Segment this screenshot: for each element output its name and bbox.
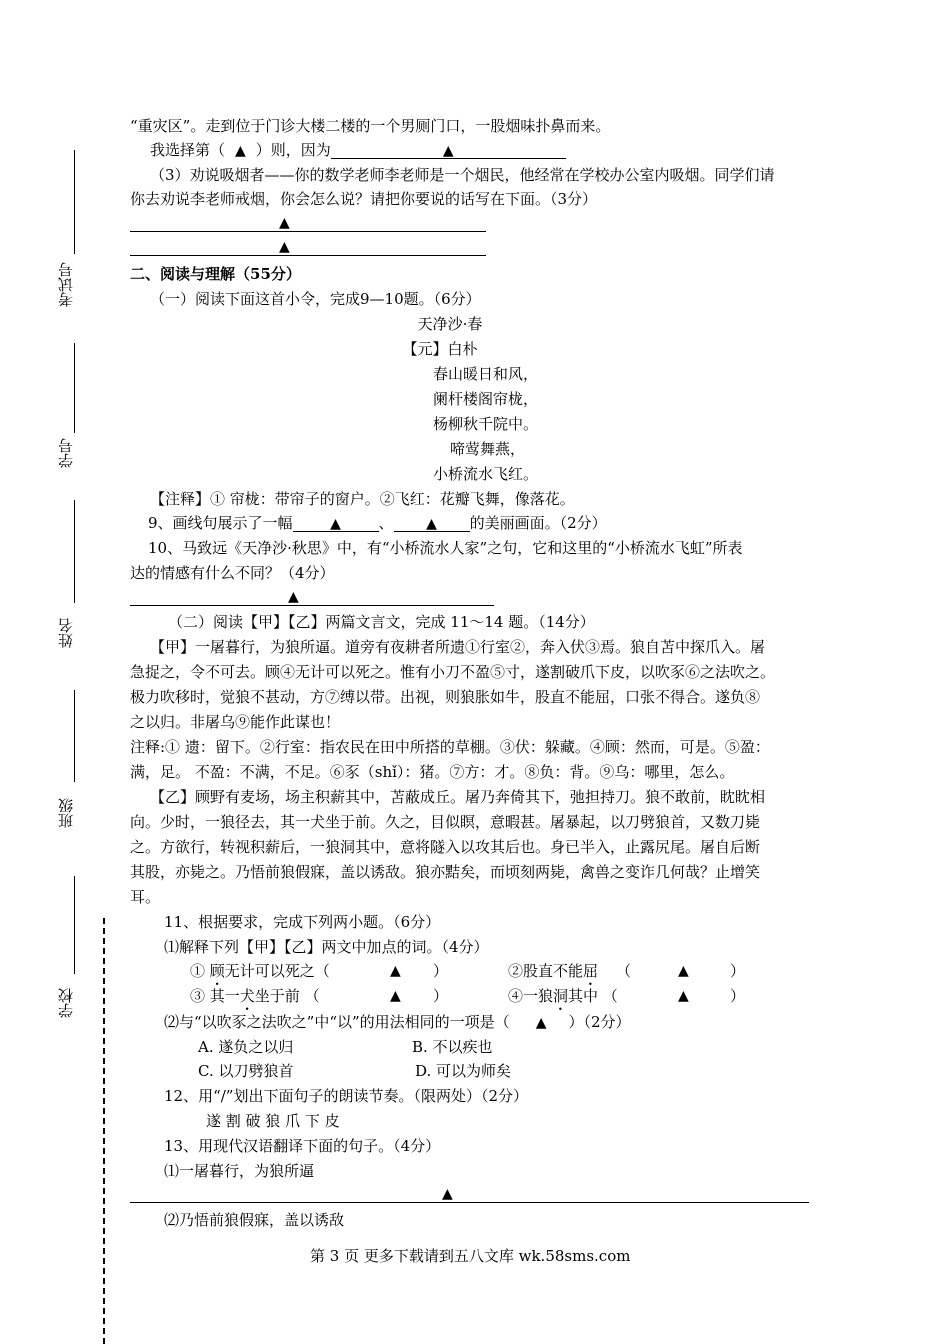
- blank-marker: ▲: [442, 1186, 453, 1202]
- label-student-number: 学号: [57, 438, 75, 468]
- text-line: “重灾区”。走到位于门诊大楼二楼的一个男厕门口，一股烟味扑鼻而来。: [130, 117, 611, 135]
- passage-line: 【乙】顾野有麦场，场主积薪其中，苫蔽成丘。屠乃奔倚其下，弛担持刀。狼不敢前，眈眈相: [150, 788, 766, 806]
- part-intro: （二）阅读【甲】【乙】两篇文言文，完成 11～14 题。（14分）: [168, 613, 595, 631]
- poem-line: 杨柳秋千院中。: [433, 415, 539, 433]
- poem-line: 小桥流水飞红。: [433, 465, 539, 483]
- passage-line: 之以归。非屠乌⑨能作此谋也！: [130, 713, 341, 731]
- question-11: 11、根据要求，完成下列两小题。（6分）: [164, 913, 441, 931]
- vocab-item: ③ 其一犬坐于前 （: [190, 987, 320, 1005]
- note-line: 注释:① 遗：留下。②行室：指农民在田中所搭的草棚。③伏：躲藏。④顾：然而，可是。⑤盈：: [130, 738, 770, 756]
- section-heading: 二、阅读与理解（55分）: [130, 265, 301, 283]
- answer-blank[interactable]: ▲: [394, 513, 470, 532]
- question-13: 13、用现代汉语翻译下面的句子。（4分）: [164, 1137, 441, 1155]
- option-c: C. 以刀劈狼首: [198, 1062, 294, 1080]
- passage-line: 耳。: [130, 888, 161, 906]
- label-name: 姓名: [57, 618, 75, 648]
- part-intro: （一）阅读下面这首小令，完成9—10题。（6分）: [150, 290, 481, 308]
- answer-line[interactable]: [130, 231, 486, 232]
- label-class: 班级: [57, 798, 75, 828]
- cut-line: [103, 918, 105, 1344]
- fill-line-exam-number: [74, 150, 75, 254]
- fill-line-name: [74, 500, 75, 603]
- poem-title: 天净沙·春: [417, 315, 483, 333]
- question-text: （3）劝说吸烟者——你的数学老师李老师是一个烟民，他经常在学校办公室内吸烟。同学们请: [150, 166, 775, 184]
- passage-line: 其股，亦毙之。乃悟前狼假寐，盖以诱敌。狼亦黠矣，而顷刻两毙，禽兽之变诈几何哉？止增笑: [130, 863, 761, 881]
- note-line: 满，足。 不盈：不满，不足。⑥豕（shǐ）：猪。⑦方：才。⑧负：背。⑨乌：哪里，怎么。: [130, 763, 735, 781]
- translate-1: ⑴一屠暮行，为狼所逼: [164, 1162, 315, 1180]
- question-10: 10、马致远《天净沙·秋思》中，有“小桥流水人家”之句，它和这里的“小桥流水飞虹”所表: [148, 539, 743, 557]
- vocab-item: ④一狼洞其中 （: [508, 987, 618, 1005]
- close-paren: ）: [433, 987, 449, 1005]
- blank-marker: ▲: [288, 589, 299, 605]
- blank-marker: ▲: [279, 239, 290, 255]
- answer-line[interactable]: [130, 605, 494, 606]
- blank-marker: ▲: [235, 143, 246, 159]
- question-12: 12、用“/”划出下面句子的朗读节奏。（限两处）（2分）: [164, 1087, 529, 1105]
- answer-blank[interactable]: ▲: [390, 963, 401, 979]
- passage-line: 急捉之，令不可去。顾④无计可以死之。惟有小刀不盈⑤寸，遂割破爪下皮，以吹豕⑥之法吹之。: [130, 663, 776, 681]
- label-exam-number: 考试号: [57, 262, 75, 307]
- vocab-item: ②股直不能屈 （: [508, 962, 632, 980]
- answer-line[interactable]: [130, 1202, 809, 1203]
- passage-line: 极力吹移时，觉狼不甚动，方⑦缚以带。出视，则狼胀如牛，股直不能屈，口张不得合。遂负⑧: [130, 688, 761, 706]
- question-text: 你去劝说李老师戒烟，你会怎么说？请把你要说的话写在下面。（3分）: [130, 190, 598, 208]
- translate-2: ⑵乃悟前狼假寐，盖以诱敌: [164, 1211, 345, 1229]
- label-school: 学校: [57, 988, 75, 1018]
- question-9: 9、画线句展示了一幅 ▲ 、 ▲ 的美丽画面。（2分）: [148, 514, 607, 532]
- poem-line: 阑杆楼阁帘栊，: [433, 390, 539, 408]
- poem-note: 【注释】① 帘栊：带帘子的窗户。②飞红：花瓣飞舞，像落花。: [150, 490, 575, 508]
- answer-blank[interactable]: ▲: [331, 140, 566, 159]
- close-paren: ）: [730, 962, 746, 980]
- answer-blank[interactable]: ▲: [535, 1015, 547, 1031]
- close-paren: ）: [433, 962, 449, 980]
- answer-blank[interactable]: ▲: [678, 963, 689, 979]
- question-10-cont: 达的情感有什么不同？（4分）: [130, 564, 335, 582]
- fill-line-student-number: [74, 343, 75, 433]
- poem-line: 春山暖日和风，: [433, 365, 539, 383]
- passage-line: 【甲】一屠暮行，为狼所逼。道旁有夜耕者所遗①行室②，奔入伏③焉。狼自苫中探爪入。屠: [150, 638, 766, 656]
- passage-line: 之。方欲行，转视积薪后，一狼洞其中，意将隧入以攻其后也。身已半入，止露尻尾。屠自后断: [130, 838, 761, 856]
- choice-line: 我选择第（ ▲ ）则，因为 ▲: [150, 140, 566, 161]
- poem-author: 【元】白朴: [402, 340, 478, 358]
- page-footer: 第 3 页 更多下载请到五八文库 wk.58sms.com: [310, 1247, 631, 1265]
- rhythm-sentence: 遂 割 破 狼 爪 下 皮: [206, 1112, 340, 1130]
- option-d: D. 可以为师矣: [415, 1062, 512, 1080]
- answer-blank[interactable]: ▲: [678, 988, 689, 1004]
- option-b: B. 不以疾也: [412, 1038, 493, 1056]
- fill-line-school: [74, 876, 75, 974]
- answer-blank[interactable]: ▲: [390, 988, 401, 1004]
- fill-line-class: [74, 690, 75, 782]
- blank-marker: ▲: [279, 215, 290, 231]
- poem-line: 啼莺舞燕，: [450, 440, 526, 458]
- vocab-item: ① 顾无计可以死之（: [190, 962, 330, 980]
- answer-line[interactable]: [130, 255, 486, 256]
- close-paren: ）: [730, 987, 746, 1005]
- question-11-2: ⑵与“以吹豕之法吹之”中“以”的用法相同的一项是（ ▲ ）（2分）: [164, 1013, 631, 1031]
- answer-blank[interactable]: ▲: [293, 513, 379, 532]
- passage-line: 向。少时，一狼径去，其一犬坐于前。久之，目似瞑，意暇甚。屠暴起，以刀劈狼首，又数刀毙: [130, 813, 761, 831]
- option-a: A. 遂负之以归: [198, 1038, 294, 1056]
- question-11-1: ⑴解释下列【甲】【乙】两文中加点的词。（4分）: [164, 938, 489, 956]
